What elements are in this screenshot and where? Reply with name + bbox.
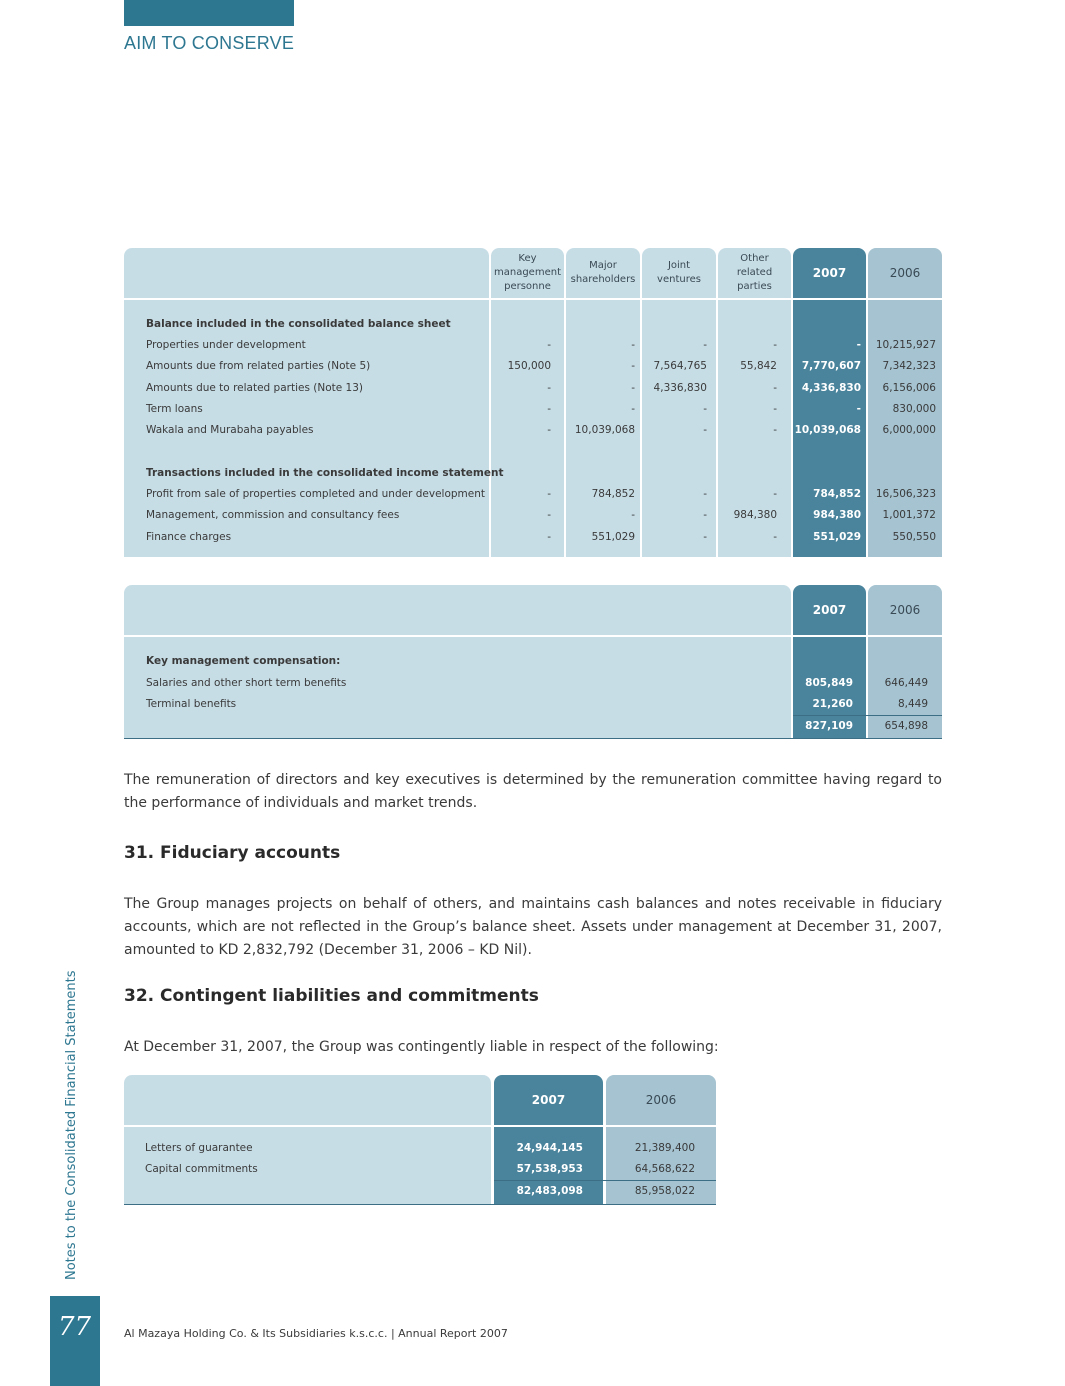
table1-cell: - <box>547 509 551 521</box>
table-row: Management, commission and consultancy fees <box>146 509 400 521</box>
table1-cell: 784,852 <box>813 488 861 500</box>
table-row: Capital commitments <box>145 1163 258 1175</box>
table1-section-income: Transactions included in the consolidated income statement <box>146 467 504 479</box>
table3-cell-2006: 21,389,400 <box>634 1142 695 1154</box>
table1-cell: 7,770,607 <box>801 360 861 372</box>
section-heading-31: 31. Fiduciary accounts <box>124 843 341 863</box>
table1-cell: - <box>631 509 635 521</box>
table1-cell: - <box>631 360 635 372</box>
table1-section-balance: Balance included in the consolidated balance sheet <box>146 318 451 330</box>
table1-cell: 7,342,323 <box>882 360 936 372</box>
table1-cell: 16,506,323 <box>875 488 936 500</box>
remuneration-paragraph: The remuneration of directors and key executives is determined by the remuneration committee having regard to the performance of individuals and market trends. <box>124 772 942 811</box>
table3-header-2007: 2007 <box>494 1075 603 1125</box>
table1-cell: 4,336,830 <box>801 382 861 394</box>
table-row: Profit from sale of properties completed and under development <box>146 488 485 500</box>
page-number: 77 <box>58 1312 92 1342</box>
table1-cell: - <box>547 531 551 543</box>
table1-cell: - <box>856 403 861 415</box>
table-row: Properties under development <box>146 339 306 351</box>
table1-cell: 10,215,927 <box>875 339 936 351</box>
contingent-paragraph: At December 31, 2007, the Group was contingently liable in respect of the following: <box>124 1039 719 1055</box>
table2-total-2006: 654,898 <box>884 720 928 732</box>
table1-cell: 6,156,006 <box>882 382 936 394</box>
table2-cell-2006: 646,449 <box>884 677 928 689</box>
table1-cell: 10,039,068 <box>794 424 861 436</box>
table1-cell: - <box>703 403 707 415</box>
table1-cell: - <box>856 339 861 351</box>
table1-cell: - <box>773 339 777 351</box>
section-heading-32: 32. Contingent liabilities and commitments <box>124 986 539 1006</box>
table3-total-2006: 85,958,022 <box>634 1185 695 1197</box>
table3-cell-2006: 64,568,622 <box>634 1163 695 1175</box>
table-row: Amounts due to related parties (Note 13) <box>146 382 364 394</box>
table1-header-key-management: Key management personne <box>491 248 564 298</box>
table1-cell: 550,550 <box>892 531 936 543</box>
footer-text: Al Mazaya Holding Co. & Its Subsidiaries k.s.c.c. | Annual Report 2007 <box>124 1327 508 1340</box>
table2-total-2007: 827,109 <box>805 720 853 732</box>
table2-section-label: Key management compensation: <box>146 655 341 667</box>
table1-cell: - <box>773 424 777 436</box>
table-row: Letters of guarantee <box>145 1142 253 1154</box>
fiduciary-paragraph: The Group manages projects on behalf of others, and maintains cash balances and notes receivable in fiduciary accounts, which are not reflected in the Group’s balance sheet. Assets under management at December 31, 2007, amounted to KD 2,832,792 (December 31, 2006 – KD Nil). <box>124 896 942 958</box>
table1-cell: - <box>547 403 551 415</box>
table1-cell: - <box>703 531 707 543</box>
table1-label-header <box>124 248 489 298</box>
table3-header-2006: 2006 <box>606 1075 716 1125</box>
table1-cell: - <box>773 403 777 415</box>
table1-cell: 4,336,830 <box>653 382 707 394</box>
table1-cell: 984,380 <box>813 509 861 521</box>
table1-cell: - <box>631 382 635 394</box>
table2-header-2007: 2007 <box>793 585 866 635</box>
table1-cell: - <box>703 339 707 351</box>
table1-cell: - <box>631 339 635 351</box>
table2-cell-2007: 21,260 <box>812 698 853 710</box>
table2-header-2006: 2006 <box>868 585 942 635</box>
table1-cell: - <box>703 488 707 500</box>
table1-cell: - <box>703 424 707 436</box>
table-row: Term loans <box>146 403 203 415</box>
table3-total-2007: 82,483,098 <box>516 1185 583 1197</box>
side-section-label: Notes to the Consolidated Financial Statements <box>64 970 79 1280</box>
table1-cell: - <box>547 382 551 394</box>
table1-cell: 7,564,765 <box>653 360 707 372</box>
table1-cell: 150,000 <box>507 360 551 372</box>
table1-cell: - <box>547 424 551 436</box>
table-row: Amounts due from related parties (Note 5) <box>146 360 371 372</box>
header-bar <box>124 0 294 26</box>
table1-header-joint-ventures: Joint ventures <box>642 248 716 298</box>
page-header-title: AIM TO CONSERVE <box>124 33 295 53</box>
table1-cell: - <box>547 488 551 500</box>
table1-cell: - <box>773 488 777 500</box>
table1-cell: - <box>773 382 777 394</box>
table3-cell-2007: 57,538,953 <box>516 1163 583 1175</box>
table2-cell-2006: 8,449 <box>897 698 928 710</box>
table-row: Terminal benefits <box>146 698 237 710</box>
table1-cell: 10,039,068 <box>574 424 635 436</box>
table1-cell: 551,029 <box>591 531 635 543</box>
table2-cell-2007: 805,849 <box>805 677 853 689</box>
table-row: Wakala and Murabaha payables <box>146 424 314 436</box>
table1-cell: 55,842 <box>740 360 777 372</box>
table1-cell: - <box>703 509 707 521</box>
table1-cell: 6,000,000 <box>882 424 936 436</box>
table-row: Finance charges <box>146 531 232 543</box>
table1-cell: 830,000 <box>892 403 936 415</box>
table1-header-2006: 2006 <box>868 248 942 298</box>
table1-cell: - <box>773 531 777 543</box>
table1-cell: 551,029 <box>813 531 861 543</box>
table3-cell-2007: 24,944,145 <box>516 1142 583 1154</box>
table1-cell: - <box>631 403 635 415</box>
table1-cell: 784,852 <box>591 488 635 500</box>
table1-cell: 1,001,372 <box>882 509 936 521</box>
table1-cell: - <box>547 339 551 351</box>
table1-cell: 984,380 <box>733 509 777 521</box>
table1-header-2007: 2007 <box>793 248 866 298</box>
table1-header-major-shareholders: Major shareholders <box>566 248 640 298</box>
table-row: Salaries and other short term benefits <box>146 677 347 689</box>
table1-header-other-related: Other related parties <box>718 248 791 298</box>
